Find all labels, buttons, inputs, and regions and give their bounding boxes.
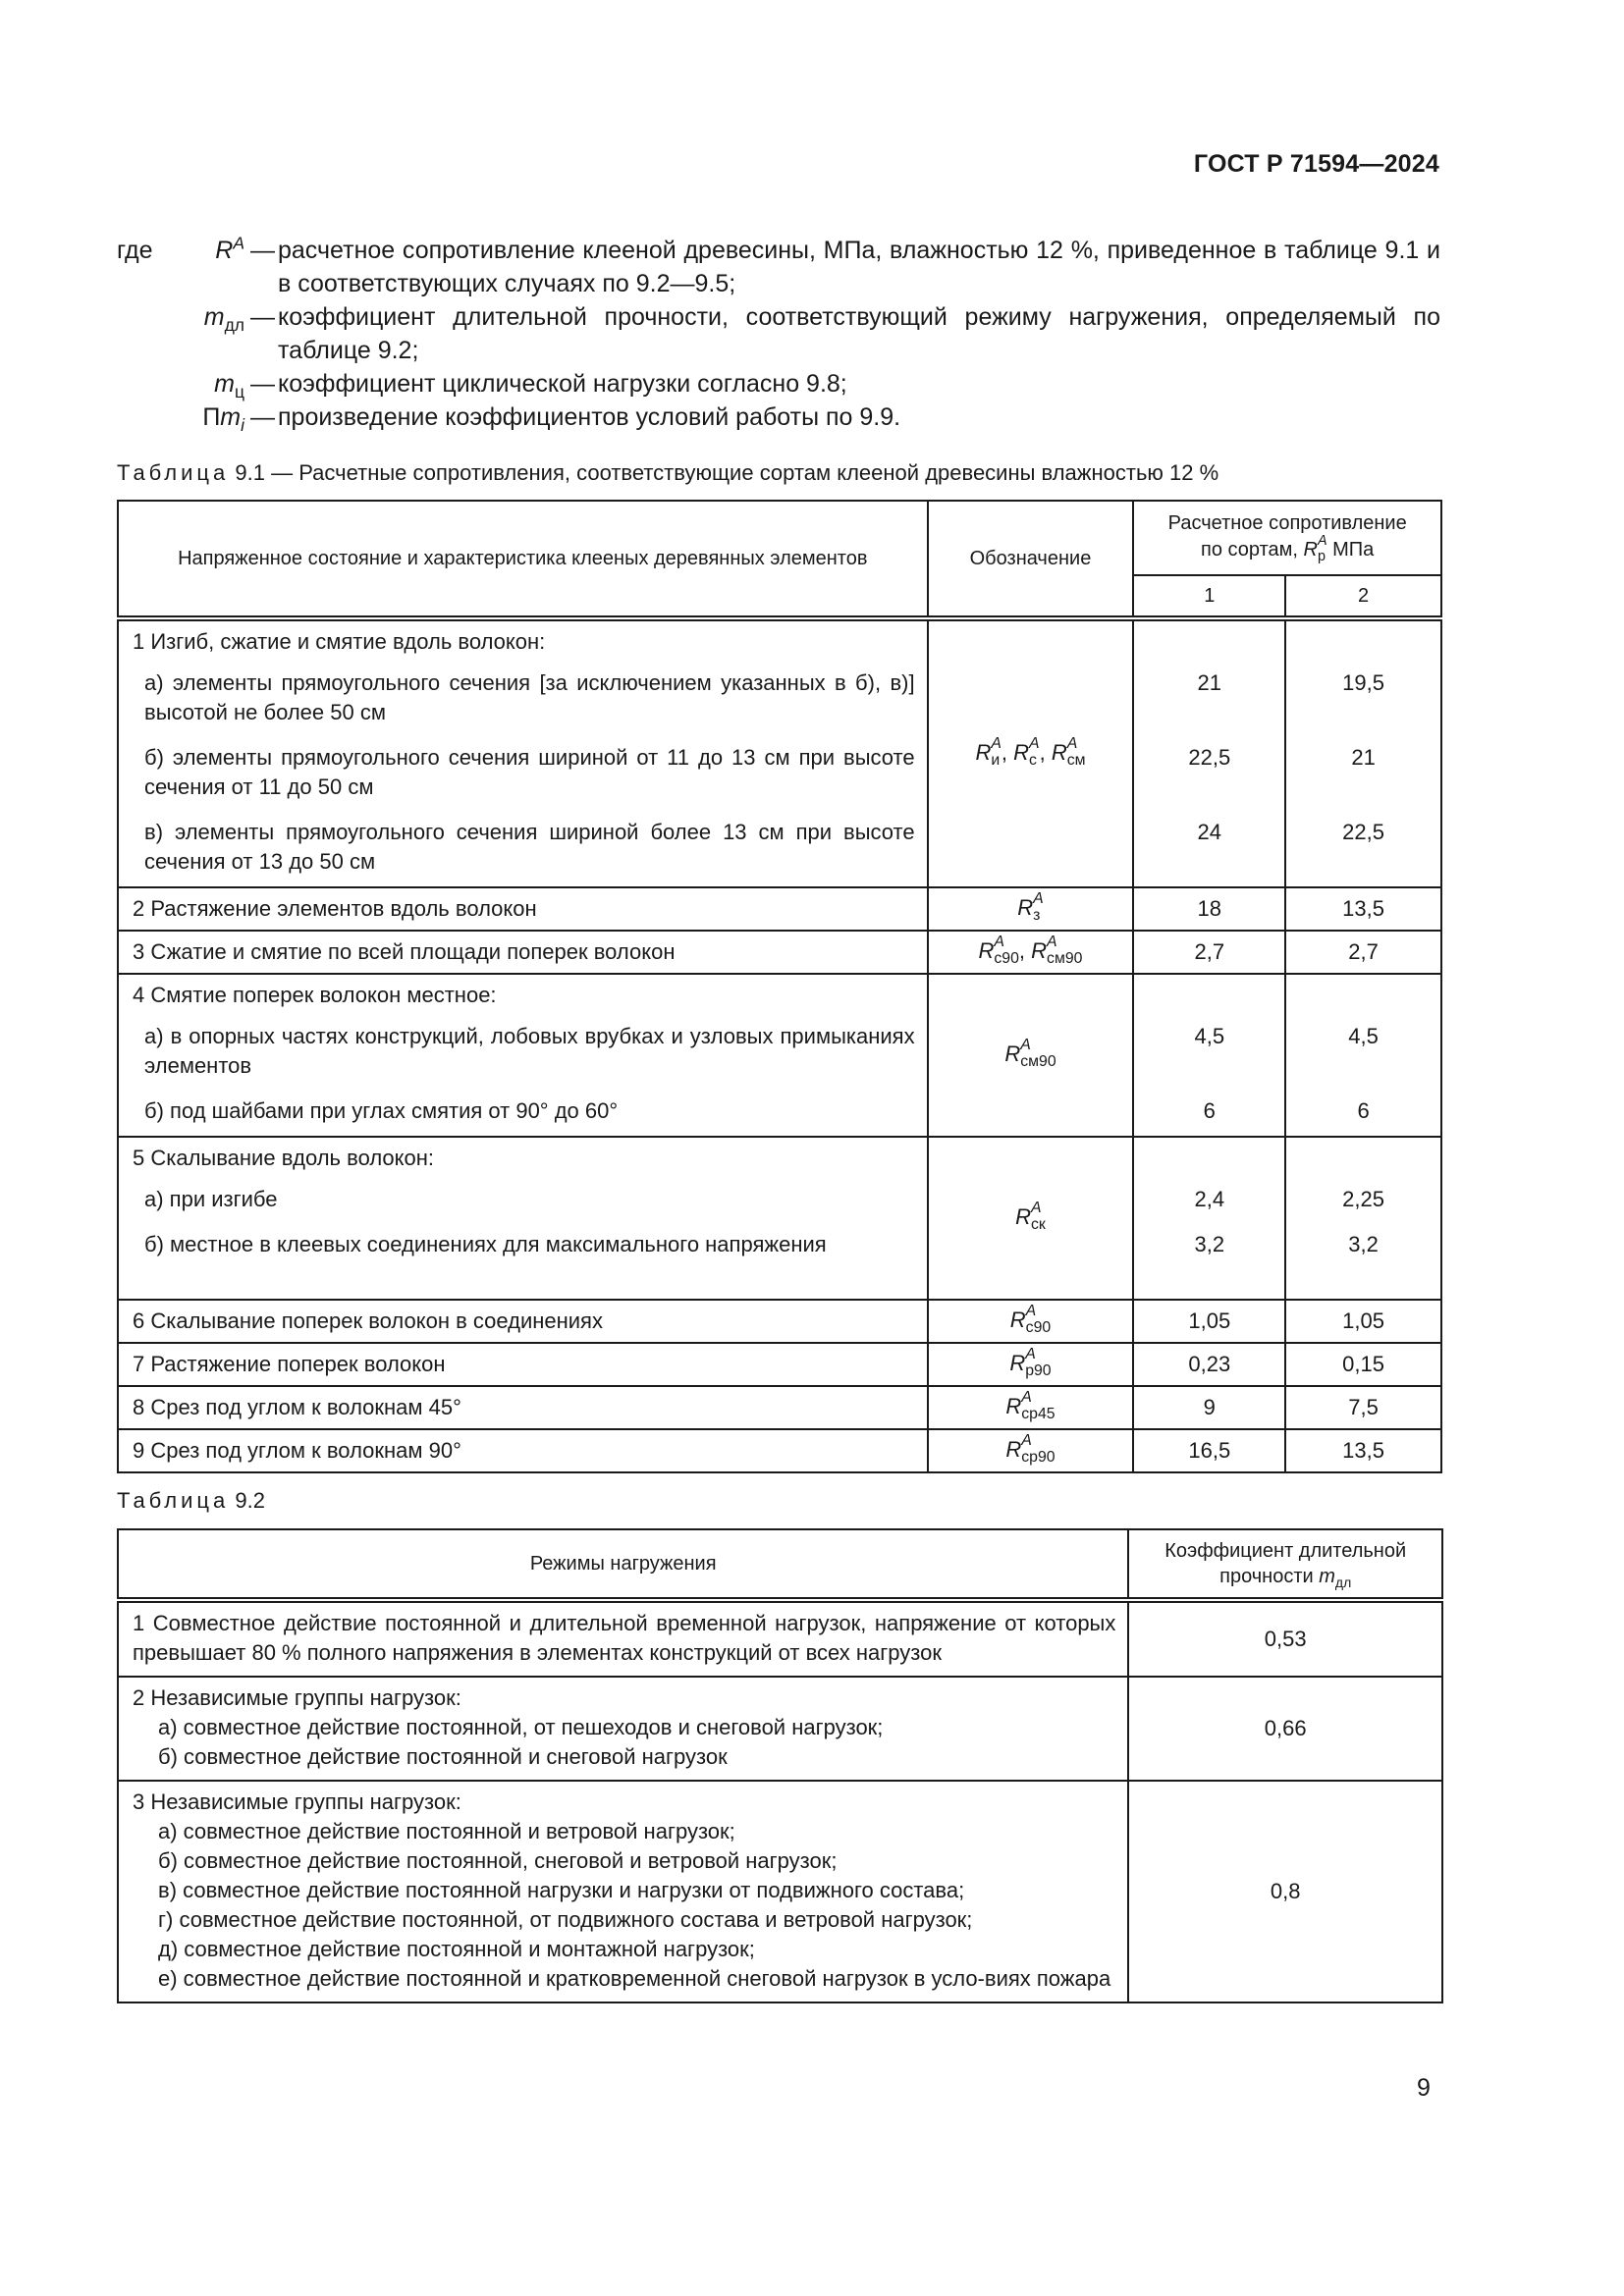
table-row bbox=[118, 1781, 1442, 2002]
state-cell bbox=[118, 1300, 928, 1343]
designation-symbol bbox=[1013, 734, 1040, 769]
grade-2-cell bbox=[1285, 974, 1441, 1137]
sub-item-text: а) в опорных частях конструкций, лобовых врубках и узловых примыканиях элементов bbox=[144, 1024, 915, 1078]
grade-1-cell: 1,05 bbox=[1133, 1300, 1285, 1343]
state-cell bbox=[118, 974, 928, 1137]
designation-cell bbox=[928, 1429, 1134, 1472]
symbol-sub: с bbox=[1029, 751, 1037, 769]
mode-sub-item: б) совместное действие постоянной, снеговой и ветровой нагрузок; bbox=[158, 1848, 838, 1873]
symbol-indices bbox=[1047, 934, 1082, 967]
symbol-indices bbox=[1033, 891, 1044, 924]
grade-2-value: 2,25 bbox=[1342, 1187, 1384, 1211]
table-row bbox=[118, 1343, 1441, 1386]
sub-item-text: б) местное в клеевых соединениях для максимального напряжения bbox=[144, 1232, 827, 1256]
symbol-sub: з bbox=[1033, 906, 1041, 924]
designation-symbols bbox=[929, 1345, 1133, 1381]
symbol-sup: A bbox=[1020, 1036, 1031, 1053]
definition-r-a bbox=[117, 234, 1440, 300]
document-code: ГОСТ Р 71594—2024 bbox=[1193, 150, 1439, 178]
symbol-base: R bbox=[1015, 1203, 1031, 1229]
spacer bbox=[117, 367, 176, 400]
symbol-sup: A bbox=[1025, 1345, 1036, 1362]
symbol-sub: дл bbox=[1334, 1575, 1352, 1590]
mode-title: 1 Совместное действие постоянной и длительной временной нагрузок, напряжение от которых превышает 80 % полного напряжения в элементах конструкций от всех нагрузок bbox=[133, 1611, 1116, 1665]
table-9-1-caption bbox=[117, 460, 1218, 486]
mode-title: 2 Независимые группы нагрузок: bbox=[133, 1685, 461, 1710]
grade-2-value: 4,5 bbox=[1348, 1024, 1379, 1048]
designation-symbol bbox=[978, 933, 1019, 967]
symbol bbox=[176, 234, 250, 300]
symbol-base: m bbox=[1319, 1566, 1335, 1587]
mode-lines bbox=[119, 1782, 1127, 2002]
designation-symbols bbox=[929, 889, 1133, 926]
caption-title: — Расчетные сопротивления, соответствующие сортам клееной древесины влажностью 12 % bbox=[271, 460, 1219, 485]
symbol-sub: ск bbox=[1031, 1215, 1046, 1233]
symbol bbox=[176, 367, 250, 400]
definition-text: расчетное сопротивление клееной древесины, МПа, влажностью 12 %, приведенное в таблице 9.1 и в соответствующих случаях по 9.2—9.5; bbox=[278, 237, 1440, 297]
designation-symbol bbox=[1004, 1036, 1056, 1070]
symbol-sup: A bbox=[1031, 1199, 1042, 1216]
table-row bbox=[118, 974, 1441, 1137]
designation-symbols bbox=[929, 1036, 1133, 1072]
page-number: 9 bbox=[1417, 2074, 1431, 2102]
text: по сортам, bbox=[1201, 539, 1298, 561]
grade-2-cell: 13,5 bbox=[1285, 1429, 1441, 1472]
table-9-2-body bbox=[118, 1600, 1442, 2002]
spacer bbox=[1134, 621, 1284, 663]
row-title: 5 Скалывание вдоль волокон: bbox=[133, 1146, 435, 1170]
mode-lines bbox=[119, 1678, 1127, 1780]
symbol-sub: с90 bbox=[994, 949, 1019, 967]
header-state: Напряженное состояние и характеристика клееных деревянных элементов bbox=[118, 501, 928, 618]
designation-cell bbox=[928, 1137, 1134, 1300]
dash: — bbox=[250, 403, 275, 431]
symbol-base: R bbox=[1009, 1307, 1026, 1332]
definition-pi-m-i bbox=[117, 400, 1440, 434]
coefficient-cell: 0,66 bbox=[1128, 1677, 1442, 1781]
symbol-indices bbox=[1021, 1433, 1055, 1466]
symbol-prefix: П bbox=[202, 403, 221, 431]
mode-cell bbox=[118, 1677, 1128, 1781]
symbol-base: R bbox=[1031, 937, 1048, 963]
designation-symbols bbox=[929, 1199, 1133, 1235]
table-row bbox=[118, 1137, 1441, 1300]
table-9-2-caption bbox=[117, 1488, 265, 1514]
designation-symbol bbox=[975, 734, 1001, 769]
grade-2-value: 19,5 bbox=[1342, 670, 1384, 695]
symbol-sub: см90 bbox=[1047, 949, 1083, 967]
grade-1-cell: 0,23 bbox=[1133, 1343, 1285, 1386]
caption-number: 9.1 bbox=[235, 460, 265, 485]
caption-label: Таблица bbox=[117, 1488, 230, 1513]
grade-2-cell: 1,05 bbox=[1285, 1300, 1441, 1343]
symbol-base: R bbox=[1017, 894, 1034, 920]
symbol-sup: A bbox=[1029, 734, 1040, 752]
mode-cell bbox=[118, 1600, 1128, 1677]
grade-1-value: 6 bbox=[1203, 1098, 1216, 1123]
grade-1-value: 2,4 bbox=[1194, 1187, 1225, 1211]
symbol-sub: ц bbox=[234, 382, 244, 401]
symbol-sub: и bbox=[991, 751, 1001, 769]
sub-item-text: а) элементы прямоугольного сечения [за исключением указанных в б), в)] высотой не более 50 см bbox=[144, 670, 915, 724]
grade-1-cell: 2,7 bbox=[1133, 931, 1285, 974]
row-title: 4 Смятие поперек волокон местное: bbox=[133, 983, 497, 1007]
separator: , bbox=[1001, 739, 1014, 765]
designation-cell bbox=[928, 887, 1134, 931]
designation-cell bbox=[928, 931, 1134, 974]
mode-sub-item: в) совместное действие постоянной нагрузки и нагрузки от подвижного состава; bbox=[158, 1878, 965, 1902]
header-grade-2: 2 bbox=[1285, 575, 1441, 618]
definition-text: коэффициент циклической нагрузки согласно 9.8; bbox=[278, 370, 847, 398]
symbol-sup: A bbox=[233, 233, 244, 253]
header-resistance bbox=[1133, 501, 1441, 575]
symbol-base: R bbox=[215, 237, 234, 264]
header-resistance-line2 bbox=[1134, 533, 1440, 565]
symbol-sub: см90 bbox=[1020, 1052, 1056, 1070]
symbol-sup: A bbox=[1047, 933, 1057, 950]
symbol-base: R bbox=[1009, 1350, 1026, 1375]
mode-lines bbox=[119, 1603, 1127, 1676]
symbol-indices bbox=[1026, 1304, 1052, 1336]
spacer bbox=[117, 300, 176, 367]
spacer bbox=[1134, 1138, 1284, 1179]
symbol-indices bbox=[1025, 1347, 1051, 1379]
row-title: 2 Растяжение элементов вдоль волокон bbox=[133, 896, 537, 921]
table-9-2 bbox=[117, 1528, 1443, 2003]
grade-2-cell: 7,5 bbox=[1285, 1386, 1441, 1429]
designation-symbol bbox=[1009, 1302, 1052, 1336]
dash: — bbox=[250, 303, 275, 331]
sub-item-text: а) при изгибе bbox=[144, 1187, 278, 1211]
symbol-sub: дл bbox=[224, 315, 244, 335]
state-cell bbox=[118, 1343, 928, 1386]
table-9-1 bbox=[117, 500, 1442, 1473]
designation-cell bbox=[928, 1386, 1134, 1429]
designation-symbols bbox=[929, 734, 1133, 771]
dash: — bbox=[250, 237, 275, 264]
row-title: 6 Скалывание поперек волокон в соединениях bbox=[133, 1308, 603, 1333]
symbol bbox=[176, 300, 250, 367]
symbol-indices bbox=[1029, 736, 1040, 769]
designation-cell bbox=[928, 618, 1134, 887]
coefficient-cell: 0,53 bbox=[1128, 1600, 1442, 1677]
designation-symbol bbox=[1015, 1199, 1046, 1233]
state-cell bbox=[118, 931, 928, 974]
designation-cell bbox=[928, 974, 1134, 1137]
designation-symbols bbox=[929, 933, 1133, 969]
coefficient-cell: 0,8 bbox=[1128, 1781, 1442, 2002]
grade-1-cell: 16,5 bbox=[1133, 1429, 1285, 1472]
mode-sub-item: а) совместное действие постоянной и ветровой нагрузок; bbox=[158, 1819, 735, 1843]
where-label: где bbox=[117, 237, 153, 264]
designation-cell bbox=[928, 1343, 1134, 1386]
row-title: 7 Растяжение поперек волокон bbox=[133, 1352, 446, 1376]
row-title: 8 Срез под углом к волокнам 45° bbox=[133, 1395, 461, 1419]
table-row bbox=[118, 1677, 1442, 1781]
header-coef-line2 bbox=[1129, 1564, 1441, 1589]
row-title: 9 Срез под углом к волокнам 90° bbox=[133, 1438, 461, 1463]
symbol-r-p-a bbox=[1303, 533, 1327, 564]
separator: , bbox=[1039, 739, 1052, 765]
symbol-indices bbox=[994, 934, 1019, 967]
grade-2-cell: 2,7 bbox=[1285, 931, 1441, 974]
mode-title: 3 Независимые группы нагрузок: bbox=[133, 1789, 461, 1814]
grade-2-cell: 0,15 bbox=[1285, 1343, 1441, 1386]
designation-symbol bbox=[1031, 933, 1083, 967]
symbol-base: R bbox=[1051, 739, 1067, 765]
header-modes: Режимы нагружения bbox=[118, 1529, 1128, 1600]
header-grade-1: 1 bbox=[1133, 575, 1285, 618]
symbol-base: m bbox=[214, 370, 235, 398]
text: прочности bbox=[1219, 1566, 1314, 1587]
mode-cell bbox=[118, 1781, 1128, 2002]
symbol bbox=[176, 400, 250, 434]
definition-text: коэффициент длительной прочности, соответствующий режиму нагружения, определяемый по таблице 9.2; bbox=[278, 303, 1440, 364]
grade-2-value: 6 bbox=[1357, 1098, 1370, 1123]
spacer bbox=[1286, 1138, 1440, 1179]
grade-1-value: 24 bbox=[1197, 820, 1222, 844]
symbol-indices bbox=[1031, 1201, 1046, 1233]
header-coef-line1: Коэффициент длительной bbox=[1164, 1540, 1407, 1562]
grade-1-value: 3,2 bbox=[1194, 1232, 1225, 1256]
symbol-base: R bbox=[1303, 539, 1318, 561]
grade-1-cell: 9 bbox=[1133, 1386, 1285, 1429]
caption-number: 9.2 bbox=[235, 1488, 265, 1513]
symbol-sub: см bbox=[1066, 751, 1086, 769]
spacer bbox=[1286, 621, 1440, 663]
grade-1-value: 22,5 bbox=[1188, 745, 1231, 770]
grade-2-cell bbox=[1285, 1137, 1441, 1300]
mode-sub-item: а) совместное действие постоянной, от пешеходов и снеговой нагрузок; bbox=[158, 1715, 884, 1739]
designation-symbol bbox=[1017, 889, 1044, 924]
separator: , bbox=[1018, 937, 1032, 963]
symbol-sub: р bbox=[1317, 548, 1326, 564]
designation-symbol bbox=[1009, 1345, 1052, 1379]
symbol-sup: A bbox=[1066, 734, 1078, 752]
table-row bbox=[118, 1386, 1441, 1429]
symbol-sup: A bbox=[1317, 533, 1327, 550]
header-coefficient bbox=[1128, 1529, 1442, 1600]
table-9-1-body bbox=[118, 618, 1441, 1472]
definition-m-c bbox=[117, 367, 1440, 400]
grade-2-value: 3,2 bbox=[1348, 1232, 1379, 1256]
grade-1-value: 21 bbox=[1197, 670, 1222, 695]
row-title: 1 Изгиб, сжатие и смятие вдоль волокон: bbox=[133, 629, 546, 654]
designation-symbol bbox=[1005, 1388, 1056, 1422]
symbol-sup: A bbox=[1025, 1302, 1037, 1319]
designation-symbols bbox=[929, 1388, 1133, 1424]
caption-label: Таблица bbox=[117, 460, 230, 485]
table-row bbox=[118, 1300, 1441, 1343]
grade-1-cell: 18 bbox=[1133, 887, 1285, 931]
row-title: 3 Сжатие и смятие по всей площади поперек волокон bbox=[133, 939, 676, 964]
symbol-sup: A bbox=[1033, 889, 1044, 907]
grade-1-cell bbox=[1133, 618, 1285, 887]
symbol-sup: A bbox=[1021, 1388, 1032, 1406]
designation-symbol bbox=[1005, 1431, 1056, 1466]
symbol-base: R bbox=[1005, 1436, 1022, 1462]
symbol-sub: ср45 bbox=[1021, 1405, 1056, 1422]
grade-2-cell: 13,5 bbox=[1285, 887, 1441, 931]
spacer bbox=[1134, 975, 1284, 1016]
definition-text: произведение коэффициентов условий работы по 9.9. bbox=[278, 403, 901, 431]
symbol-base: R bbox=[1013, 739, 1030, 765]
grade-2-value: 21 bbox=[1351, 745, 1376, 770]
state-cell bbox=[118, 887, 928, 931]
table-row bbox=[118, 1600, 1442, 1677]
mode-sub-item: б) совместное действие постоянной и снеговой нагрузок bbox=[158, 1744, 728, 1769]
symbol-definitions bbox=[117, 234, 1440, 434]
mode-sub-item: д) совместное действие постоянной и монтажной нагрузок; bbox=[158, 1937, 755, 1961]
symbol-base: R bbox=[1005, 1393, 1022, 1418]
grade-1-cell bbox=[1133, 1137, 1285, 1300]
table-row bbox=[118, 618, 1441, 887]
symbol-base: R bbox=[978, 937, 995, 963]
grade-2-cell bbox=[1285, 618, 1441, 887]
grade-2-value: 22,5 bbox=[1342, 820, 1384, 844]
state-cell bbox=[118, 1137, 928, 1300]
designation-symbol bbox=[1051, 734, 1086, 769]
dash: — bbox=[250, 370, 275, 398]
mode-sub-item: е) совместное действие постоянной и кратковременной снеговой нагрузок в усло-виях пожара bbox=[158, 1966, 1111, 1991]
state-cell bbox=[118, 1429, 928, 1472]
unit: МПа bbox=[1332, 539, 1375, 561]
symbol-sub: ср90 bbox=[1021, 1448, 1056, 1466]
symbol-indices bbox=[991, 736, 1001, 769]
symbol-indices bbox=[1020, 1038, 1056, 1070]
table-row bbox=[118, 1429, 1441, 1472]
symbol-base: m bbox=[220, 403, 242, 431]
symbol-sub: с90 bbox=[1025, 1318, 1052, 1336]
spacer bbox=[1286, 975, 1440, 1016]
designation-cell bbox=[928, 1300, 1134, 1343]
symbol-base: R bbox=[1004, 1041, 1021, 1066]
symbol-base: R bbox=[975, 739, 992, 765]
designation-symbols bbox=[929, 1302, 1133, 1338]
table-row bbox=[118, 887, 1441, 931]
header-resistance-line1: Расчетное сопротивление bbox=[1167, 512, 1407, 535]
spacer bbox=[117, 400, 176, 434]
symbol-sup: A bbox=[991, 734, 1001, 752]
symbol-sub: i bbox=[241, 415, 244, 435]
sub-item-text: б) под шайбами при углах смятия от 90° до 60° bbox=[144, 1098, 619, 1123]
grade-1-cell bbox=[1133, 974, 1285, 1137]
grade-1-value: 4,5 bbox=[1194, 1024, 1225, 1048]
symbol-indices bbox=[1021, 1390, 1055, 1422]
designation-symbols bbox=[929, 1431, 1133, 1468]
table-row bbox=[118, 931, 1441, 974]
symbol-sup: A bbox=[994, 933, 1004, 950]
symbol-base: m bbox=[203, 303, 225, 331]
definition-m-dl bbox=[117, 300, 1440, 367]
sub-item-text: б) элементы прямоугольного сечения шириной от 11 до 13 см при высоте сечения от 11 до 50 см bbox=[144, 745, 915, 799]
mode-sub-item: г) совместное действие постоянной, от подвижного состава и ветровой нагрузок; bbox=[158, 1907, 973, 1932]
sub-item-text: в) элементы прямоугольного сечения шириной более 13 см при высоте сечения от 13 до 50 см bbox=[144, 820, 915, 874]
state-cell bbox=[118, 618, 928, 887]
symbol-sub: р90 bbox=[1025, 1362, 1052, 1379]
symbol-indices bbox=[1067, 736, 1086, 769]
symbol-sup: A bbox=[1021, 1431, 1032, 1449]
header-designation: Обозначение bbox=[928, 501, 1134, 618]
state-cell bbox=[118, 1386, 928, 1429]
